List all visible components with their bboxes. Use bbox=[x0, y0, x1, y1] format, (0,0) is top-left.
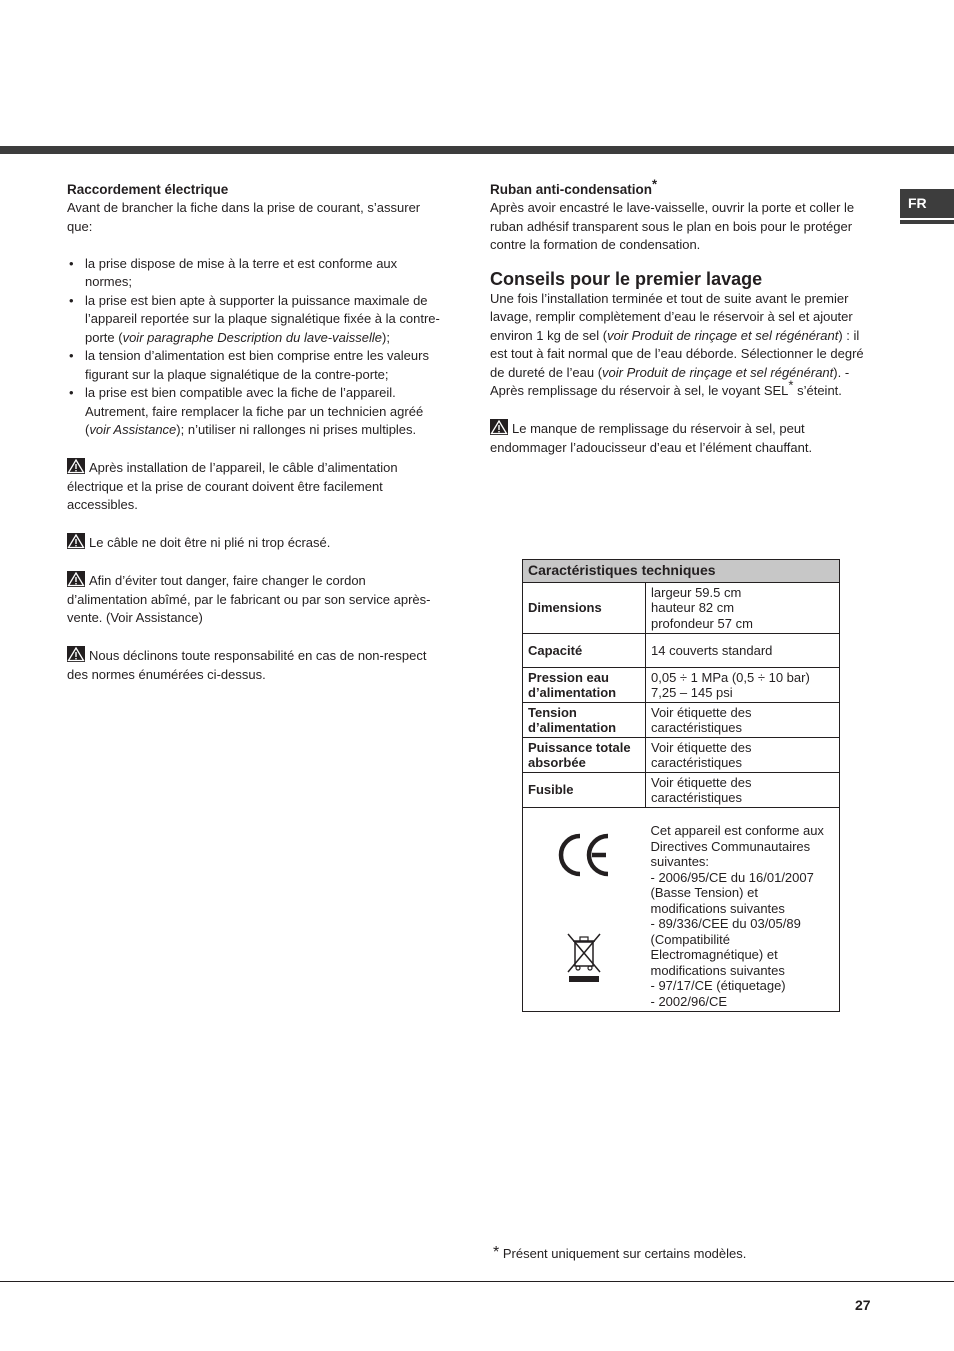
list-item: • la prise est bien apte à supporter la puissance maximale de l’appareil reportée sur la plaque signalétique fixée à la contre-porte (voir paragraphe Description du lave-vaisselle); bbox=[67, 292, 447, 348]
table-row bbox=[523, 703, 840, 738]
warning-icon bbox=[67, 646, 85, 662]
asterisk-mark: * bbox=[788, 377, 794, 393]
left-column bbox=[67, 181, 447, 684]
ruban-text: Après avoir encastré le lave-vaisselle, ouvrir la porte et coller le ruban adhésif transparent sous le plan en bois pour le protéger contre la formation de condensation. bbox=[490, 200, 855, 252]
weee-crossed-bin-icon bbox=[564, 932, 604, 984]
table-title: Caractéristiques techniques bbox=[523, 560, 840, 583]
right-column bbox=[490, 178, 875, 457]
asterisk-mark: * bbox=[493, 1244, 500, 1261]
spec-value: Voir étiquette des caractéristiques bbox=[646, 773, 840, 808]
spec-label: Capacité bbox=[523, 634, 646, 668]
table-row bbox=[523, 773, 840, 808]
page-number: 27 bbox=[855, 1297, 871, 1313]
warning-icon bbox=[67, 533, 85, 549]
table-row bbox=[523, 738, 840, 773]
section-heading-ruban: Ruban anti-condensation* bbox=[490, 176, 658, 197]
spec-label: Pression eau d’alimentation bbox=[523, 668, 646, 703]
list-item: • la prise dispose de mise à la terre et est conforme aux normes; bbox=[67, 255, 447, 292]
table-row bbox=[523, 808, 840, 1012]
spec-value: 14 couverts standard bbox=[646, 634, 840, 668]
section-heading-conseils: Conseils pour le premier lavage bbox=[490, 268, 763, 289]
ce-mark-icon bbox=[554, 830, 614, 880]
technical-specifications-table bbox=[522, 559, 840, 1012]
spec-value: 0,05 ÷ 1 MPa (0,5 ÷ 10 bar) 7,25 – 145 psi bbox=[646, 668, 840, 703]
warning-icon bbox=[490, 419, 508, 435]
raccordement-checklist bbox=[67, 255, 447, 440]
list-item: • la prise est bien compatible avec la fiche de l’appareil. Autrement, faire remplacer la fiche par un technicien agréé (voir Assistance); n’utiliser ni rallonges ni prises multiples. bbox=[67, 384, 447, 440]
section-heading-raccordement: Raccordement électrique bbox=[67, 182, 229, 197]
asterisk-mark: * bbox=[652, 176, 658, 192]
spec-value: Voir étiquette des caractéristiques bbox=[646, 738, 840, 773]
compliance-text: Cet appareil est conforme aux Directives Communautaires suivantes: - 2006/95/CE du 16/01/2007 (Basse Tension) et modifications suivantes - 89/336/CEE du 03/05/89 (Compatibilité Electromagnétique) et modifications suivantes - 97/17/CE (étiquetage) - 2002/96/CE bbox=[646, 808, 840, 1012]
spec-label: Fusible bbox=[523, 773, 646, 808]
footnote: * Présent uniquement sur certains modèles. bbox=[493, 1244, 747, 1261]
table-header-row bbox=[523, 560, 840, 583]
spec-label: Puissance totale absorbée bbox=[523, 738, 646, 773]
warning-icon bbox=[67, 458, 85, 474]
table-row bbox=[523, 583, 840, 634]
warning-paragraph: Nous déclinons toute responsabilité en cas de non-respect des normes énumérées ci-dessus. bbox=[67, 648, 427, 682]
table-row bbox=[523, 668, 840, 703]
spec-label: Dimensions bbox=[523, 583, 646, 634]
spec-value: largeur 59.5 cm hauteur 82 cm profondeur 57 cm bbox=[646, 583, 840, 634]
table-row bbox=[523, 634, 840, 668]
spec-value: Voir étiquette des caractéristiques bbox=[646, 703, 840, 738]
warning-paragraph: Le manque de remplissage du réservoir à sel, peut endommager l’adoucisseur d’eau et l’élément chauffant. bbox=[490, 421, 813, 455]
warning-paragraph: Après installation de l’appareil, le câble d’alimentation électrique et la prise de courant doivent être facilement accessibles. bbox=[67, 460, 398, 512]
language-tab: FR bbox=[900, 189, 954, 218]
warning-icon bbox=[67, 571, 85, 587]
warning-paragraph: Le câble ne doit être ni plié ni trop écrasé. bbox=[67, 533, 447, 553]
spec-label: Tension d’alimentation bbox=[523, 703, 646, 738]
raccordement-intro: Avant de brancher la fiche dans la prise de courant, s’assurer que: bbox=[67, 200, 421, 234]
conseils-text: Une fois l’installation terminée et tout de suite avant le premier lavage, remplir complètement d’eau le réservoir à sel et ajouter environ 1 kg de sel (voir Produit de rinçage et sel régénérant) : il est tout à fait normal que de l’eau déborde. Sélectionner le degré de dureté de l’eau (voir Produit de rinçage et sel régénérant). - Après remplissage du réservoir à sel, le voyant SEL* s’éteint. bbox=[490, 290, 864, 398]
warning-paragraph: Afin d’éviter tout danger, faire changer le cordon d’alimentation abîmé, par le fabricant ou par son service après-vente. (Voir Assistance) bbox=[67, 573, 431, 625]
compliance-marks-cell bbox=[523, 808, 646, 1012]
language-tab-underline bbox=[900, 220, 954, 224]
list-item: • la tension d’alimentation est bien comprise entre les valeurs figurant sur la plaque signalétique de la contre-porte; bbox=[67, 347, 447, 384]
top-bar bbox=[0, 146, 954, 154]
bottom-rule bbox=[0, 1281, 954, 1282]
